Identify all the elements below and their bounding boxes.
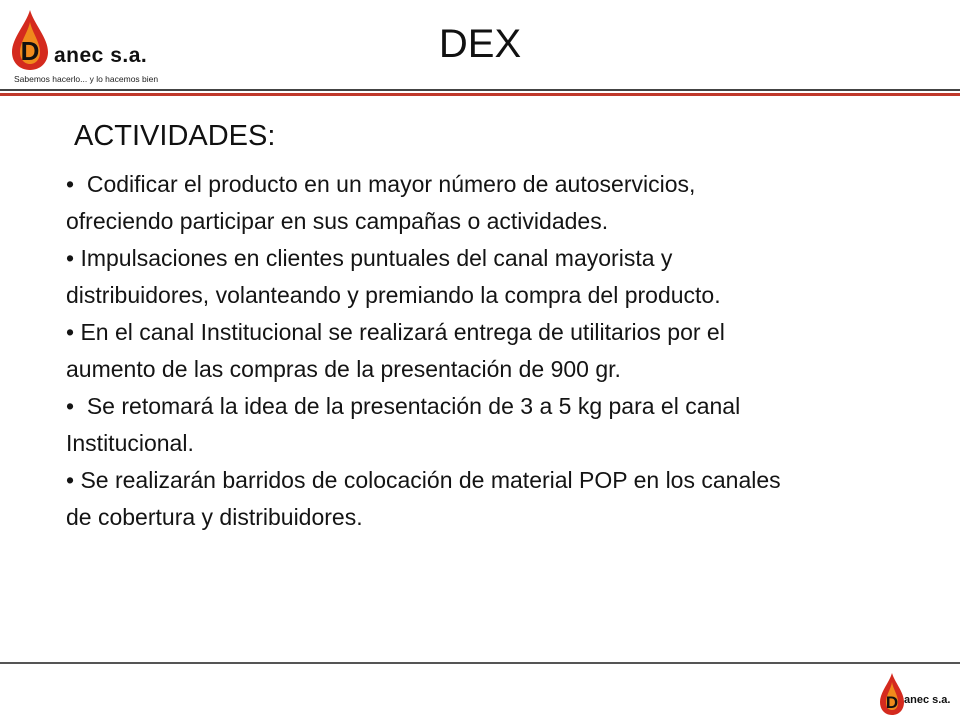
footer-logo-letter: D	[885, 693, 899, 712]
logo-letter: D	[20, 36, 40, 66]
header-accent-divider	[0, 93, 960, 96]
footer-logo	[878, 672, 958, 718]
bullet-text: En el canal Institucional se realizará entrega de utilitarios por el aumento de las compras de la presentación de 900 gr.	[66, 319, 725, 382]
section-heading: ACTIVIDADES:	[74, 120, 276, 152]
bullet-item	[66, 240, 806, 314]
bullet-item	[66, 314, 806, 388]
bullet-text: Se realizarán barridos de colocación de material POP en los canales de cobertura y distribuidores.	[66, 467, 781, 530]
bullet-item	[66, 462, 806, 536]
header-divider	[0, 89, 960, 91]
bullet-marker: •	[66, 467, 81, 493]
bullet-marker: •	[66, 171, 87, 197]
bullet-list	[66, 166, 806, 536]
bullet-text: Se retomará la idea de la presentación de 3 a 5 kg para el canal Institucional.	[66, 393, 741, 456]
footer-divider	[0, 662, 960, 664]
bullet-item	[66, 166, 806, 240]
drop-logo-icon	[878, 672, 906, 716]
brand-name: anec s.a.	[54, 44, 148, 67]
bullet-marker: •	[66, 319, 81, 345]
bullet-text: Impulsaciones en clientes puntuales del canal mayorista y distribuidores, volanteando y premiando la compra del producto.	[66, 245, 721, 308]
slide-title: DEX	[438, 22, 522, 66]
bullet-marker: •	[66, 245, 81, 271]
footer-brand-name: anec s.a.	[904, 694, 951, 706]
bullet-item	[66, 388, 806, 462]
bullet-text: Codificar el producto en un mayor número de autoservicios, ofreciendo participar en sus campañas o actividades.	[66, 171, 696, 234]
brand-slogan: Sabemos hacerlo... y lo hacemos bien	[14, 74, 159, 84]
bullet-marker: •	[66, 393, 87, 419]
